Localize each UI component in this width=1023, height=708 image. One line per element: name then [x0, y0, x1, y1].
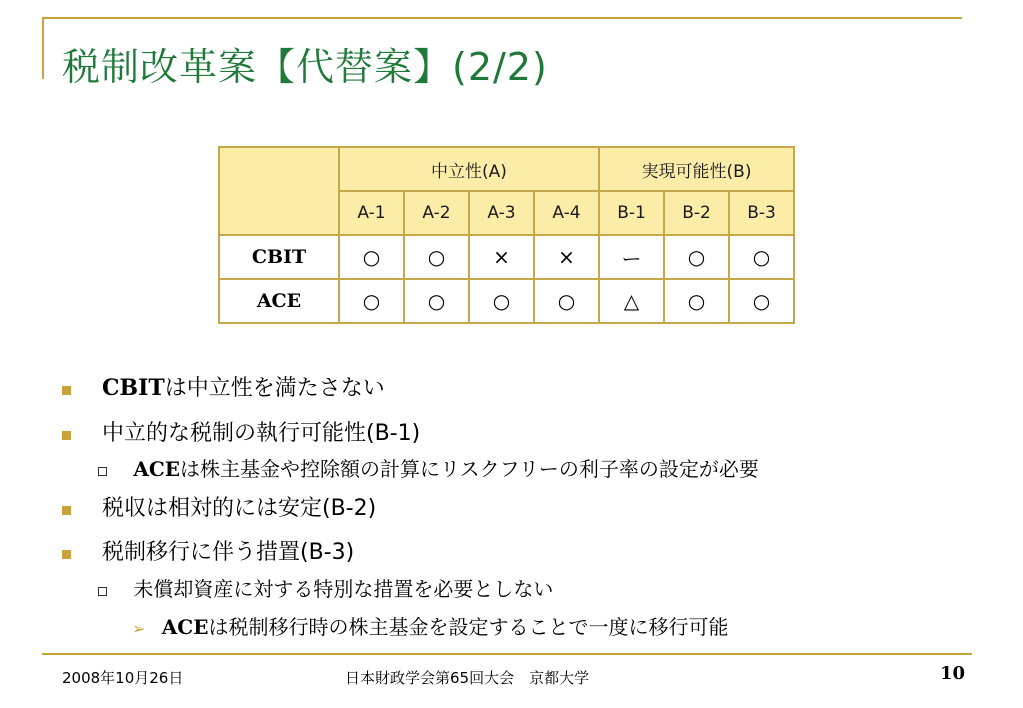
group-header-feasibility: 実現可能性(B)	[599, 147, 794, 191]
bullet-4-1-1-text: は税制移行時の株主基金を設定することで一度に移行可能	[208, 615, 729, 639]
sub-header: B-3	[729, 191, 794, 235]
table-cell: ○	[729, 279, 794, 323]
hollow-square-bullet-icon	[98, 587, 107, 596]
row-label: CBIT	[219, 235, 339, 279]
sub-header: A-1	[339, 191, 404, 235]
bullet-1-term: CBIT	[102, 375, 165, 401]
table-row	[219, 235, 794, 279]
left-rule	[42, 17, 44, 79]
bullet-2	[62, 416, 420, 447]
sub-header: A-4	[534, 191, 599, 235]
bullet-2-1-text: は株主基金や控除額の計算にリスクフリーの利子率の設定が必要	[180, 457, 759, 481]
table-cell: ×	[534, 235, 599, 279]
table-cell: ×	[469, 235, 534, 279]
sub-header: A-2	[404, 191, 469, 235]
bullet-2-1	[98, 453, 759, 482]
table-cell: ○	[404, 235, 469, 279]
square-bullet-icon	[62, 550, 71, 559]
bullet-1-text: は中立性を満たさない	[164, 376, 385, 401]
bullet-4-text: 税制移行に伴う措置(B-3)	[102, 540, 355, 565]
square-bullet-icon	[62, 506, 71, 515]
table-cell: ー	[599, 235, 664, 279]
sub-header: B-1	[599, 191, 664, 235]
bullet-2-1-term: ACE	[133, 457, 181, 481]
bullet-1	[62, 371, 385, 402]
table-cell: △	[599, 279, 664, 323]
bullet-4-1	[98, 573, 553, 602]
table-cell: ○	[339, 235, 404, 279]
row-label: ACE	[219, 279, 339, 323]
bullet-4-1-1-term: ACE	[161, 615, 209, 639]
table-cell: ○	[729, 235, 794, 279]
table-row	[219, 279, 794, 323]
table-cell: ○	[534, 279, 599, 323]
bullet-4-1-1	[132, 611, 728, 640]
arrow-bullet-icon: ➢	[132, 619, 146, 638]
table-cell: ○	[404, 279, 469, 323]
square-bullet-icon	[62, 431, 71, 440]
table-cell: ○	[469, 279, 534, 323]
bullet-3	[62, 491, 376, 522]
square-bullet-icon	[62, 386, 71, 395]
bullet-3-text: 税収は相対的には安定(B-2)	[102, 496, 377, 521]
bullet-4-1-text: 未償却資産に対する特別な措置を必要としない	[133, 577, 554, 601]
table-cell: ○	[339, 279, 404, 323]
slide-title: 税制改革案【代替案】(2/2)	[62, 45, 548, 89]
bottom-rule	[42, 653, 972, 655]
top-rule	[42, 17, 962, 19]
group-header-neutrality: 中立性(A)	[339, 147, 599, 191]
footer-event: 日本財政学会第65回大会 京都大学	[345, 669, 590, 687]
page-number: 10	[940, 663, 966, 684]
bullet-2-text: 中立的な税制の執行可能性(B-1)	[102, 421, 421, 446]
bullet-4	[62, 535, 354, 566]
table-cell: ○	[664, 279, 729, 323]
hollow-square-bullet-icon	[98, 467, 107, 476]
evaluation-table	[218, 146, 795, 324]
footer-date: 2008年10月26日	[62, 669, 184, 687]
sub-header: A-3	[469, 191, 534, 235]
table-cell: ○	[664, 235, 729, 279]
table-corner	[219, 147, 339, 235]
sub-header: B-2	[664, 191, 729, 235]
